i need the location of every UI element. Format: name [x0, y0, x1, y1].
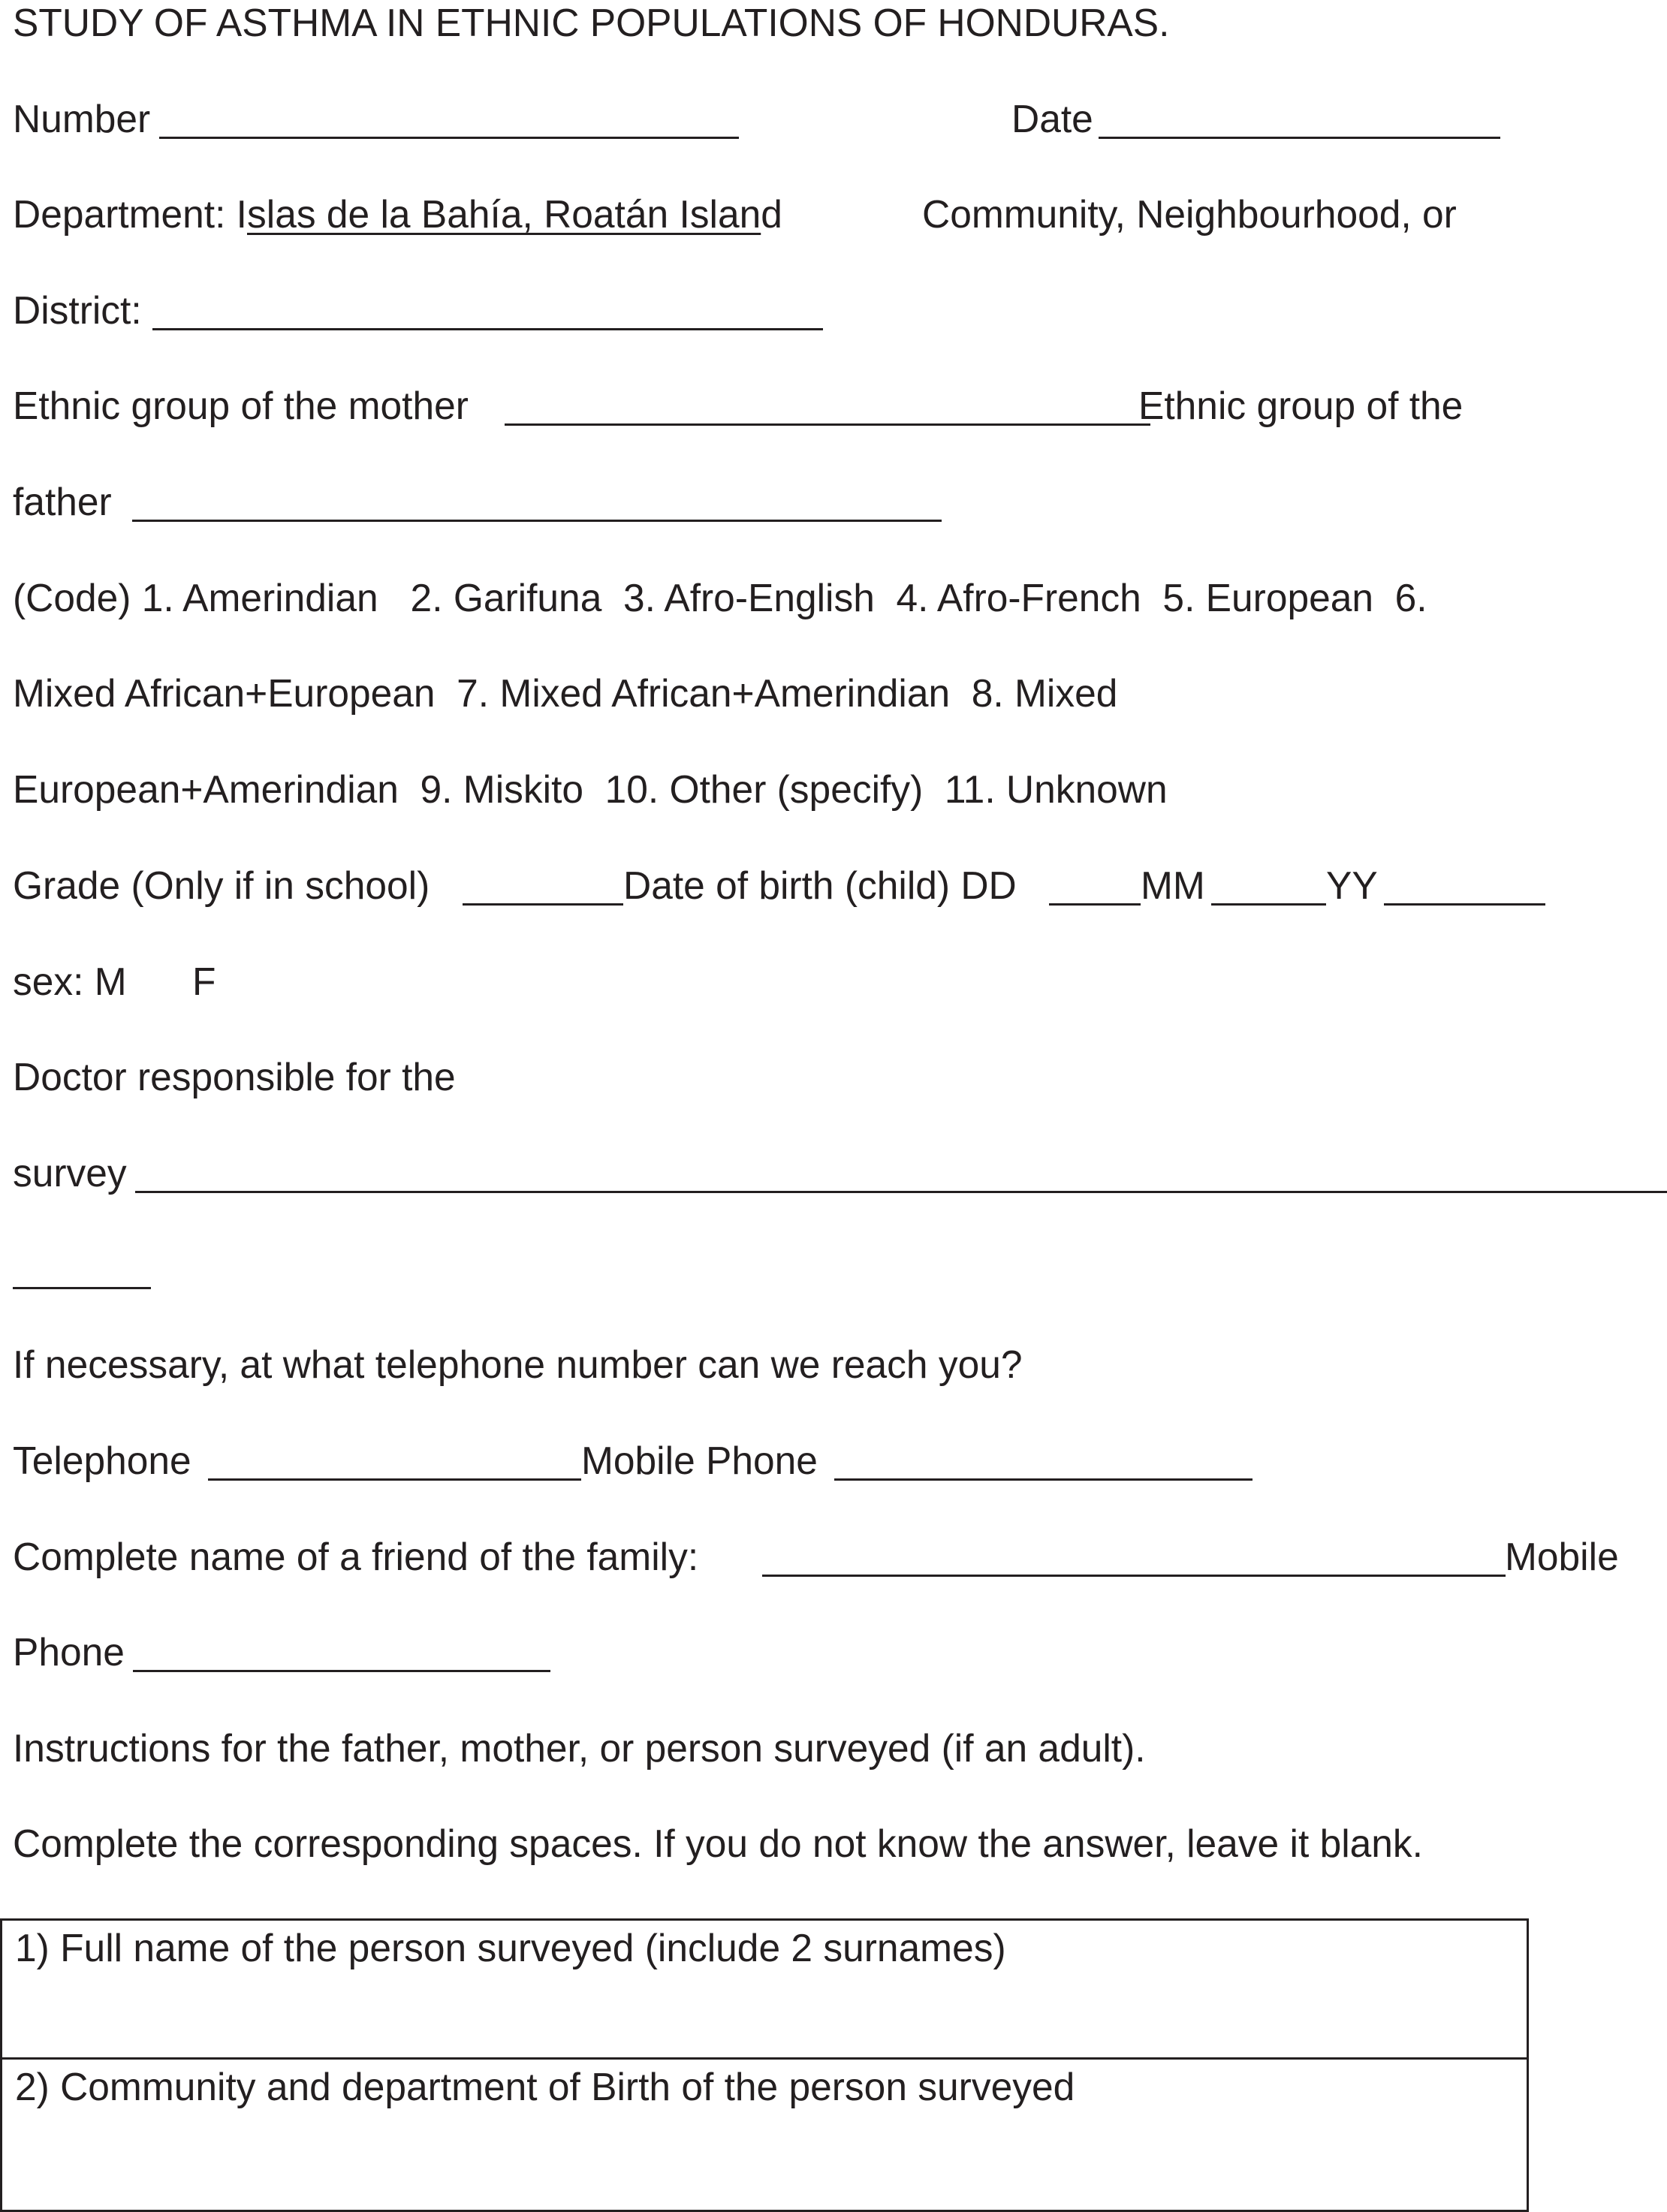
- mother-ethnic-label: Ethnic group of the mother: [13, 384, 469, 427]
- code-line-2: Mixed African+European 7. Mixed African+Amerindian 8. Mixed: [13, 671, 1118, 715]
- mobile-field[interactable]: [834, 1478, 1253, 1481]
- friend-name-field[interactable]: [762, 1575, 1506, 1577]
- dob-yy-field[interactable]: [1384, 903, 1545, 906]
- instructions-1: Instructions for the father, mother, or person surveyed (if an adult).: [13, 1726, 1146, 1770]
- father-ethnic-field[interactable]: [132, 520, 942, 522]
- department-line: [13, 191, 782, 237]
- grade-label: Grade (Only if in school): [13, 863, 430, 907]
- doctor-field[interactable]: [135, 1191, 1667, 1193]
- grade-field[interactable]: [463, 903, 623, 906]
- yy-label: YY: [1326, 863, 1378, 907]
- question-box-1[interactable]: [0, 1918, 1529, 2060]
- dob-label: Date of birth (child) DD: [623, 863, 1017, 907]
- sex-f-option[interactable]: F: [192, 960, 216, 1003]
- date-field[interactable]: [1099, 137, 1500, 139]
- father-ethnic-label-2: father: [13, 480, 112, 523]
- telephone-field[interactable]: [208, 1478, 581, 1481]
- question-box-2[interactable]: [0, 2057, 1529, 2212]
- mother-ethnic-field[interactable]: [505, 423, 1150, 426]
- phone-question: If necessary, at what telephone number can we reach you?: [13, 1343, 1023, 1386]
- doctor-field-continuation[interactable]: [13, 1287, 151, 1289]
- telephone-label: Telephone: [13, 1439, 191, 1482]
- dob-mm-field[interactable]: [1211, 903, 1326, 906]
- department-label: Department: I: [13, 192, 247, 236]
- department-value: slas de la Bahía, Roatán Islan: [247, 192, 761, 236]
- friend-label: Complete name of a friend of the family:: [13, 1535, 710, 1578]
- question-label-2: 2) Community and department of Birth of the person surveyed: [15, 2065, 1075, 2108]
- friend-mobile-label-1: Mobile: [1505, 1535, 1619, 1578]
- district-field[interactable]: [152, 328, 823, 330]
- form-title: STUDY OF ASTHMA IN ETHNIC POPULATIONS OF HONDURAS.: [13, 1, 1170, 44]
- date-label: Date: [1011, 97, 1093, 140]
- number-field[interactable]: [159, 137, 739, 139]
- dob-dd-field[interactable]: [1049, 903, 1141, 906]
- father-ethnic-label-1: Ethnic group of the: [1138, 384, 1464, 427]
- doctor-label-2: survey: [13, 1151, 127, 1195]
- community-label: Community, Neighbourhood, or: [922, 192, 1457, 236]
- mm-label: MM: [1141, 863, 1205, 907]
- mobile-label: Mobile Phone: [581, 1439, 818, 1482]
- district-label: District:: [13, 288, 142, 332]
- instructions-2: Complete the corresponding spaces. If you do not know the answer, leave it blank.: [13, 1822, 1423, 1865]
- friend-mobile-field[interactable]: [133, 1670, 550, 1672]
- department-tail: d: [761, 192, 782, 236]
- friend-mobile-label-2: Phone: [13, 1630, 125, 1674]
- sex-label[interactable]: sex: M: [13, 960, 127, 1003]
- number-label: Number: [13, 97, 151, 140]
- doctor-label-1: Doctor responsible for the: [13, 1055, 456, 1098]
- question-label-1: 1) Full name of the person surveyed (include 2 surnames): [15, 1926, 1006, 1969]
- code-line-1: (Code) 1. Amerindian 2. Garifuna 3. Afro-English 4. Afro-French 5. European 6.: [13, 576, 1427, 619]
- code-line-3: European+Amerindian 9. Miskito 10. Other (specify) 11. Unknown: [13, 767, 1168, 811]
